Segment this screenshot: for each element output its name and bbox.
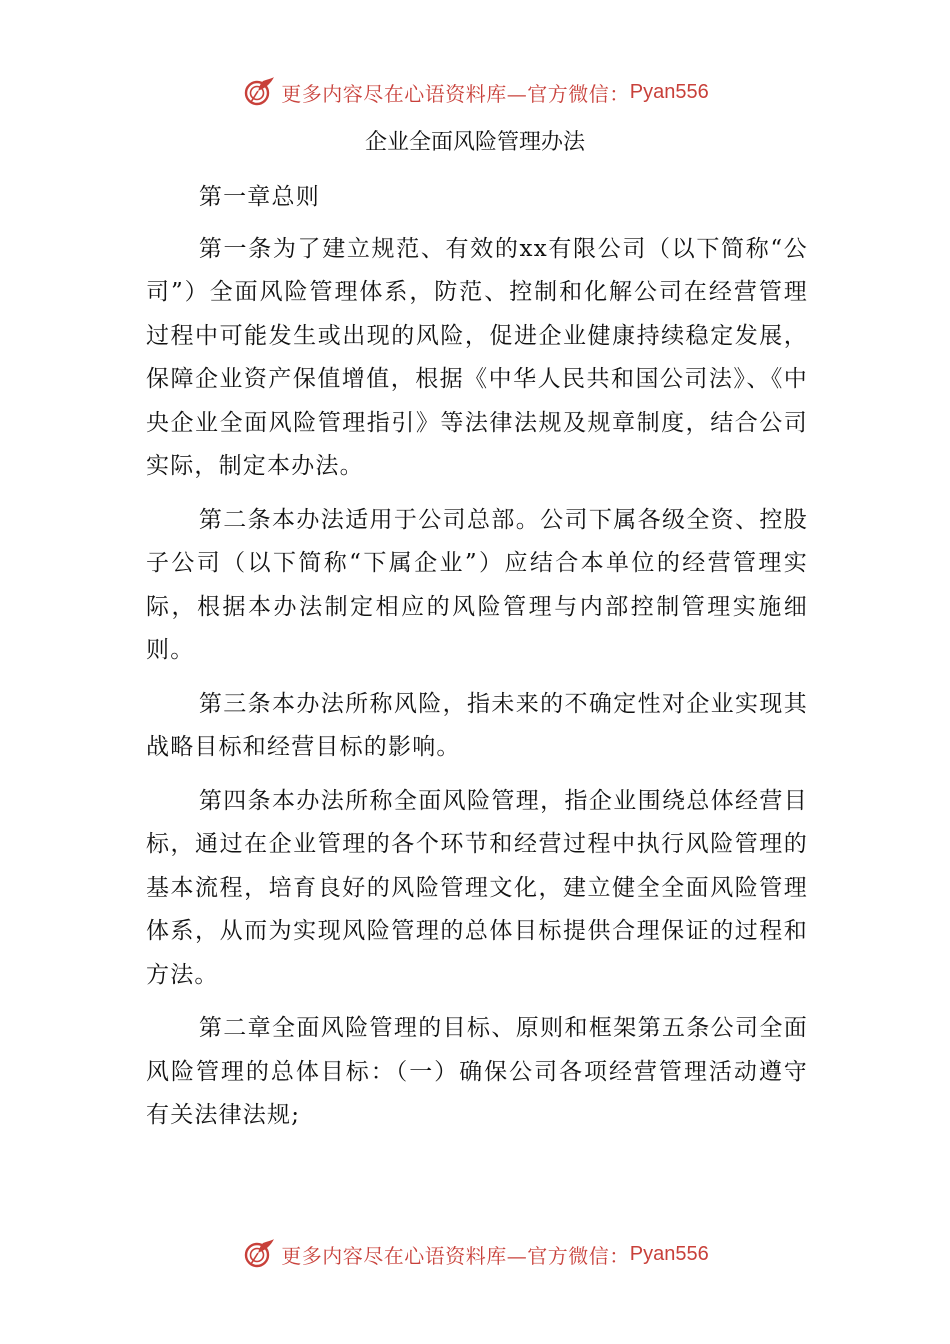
- banner-wechat-id: Pyan556: [629, 80, 709, 103]
- document-body: [146, 176, 808, 1148]
- footer-banner: [0, 1234, 950, 1274]
- article-paragraph: 第三条本办法所称风险，指未来的不确定性对企业实现其战略目标和经营目标的影响。: [146, 690, 808, 760]
- banner-wechat-id: Pyan556: [629, 1242, 709, 1265]
- banner-text: 更多内容尽在心语资料库—官方微信：: [281, 1243, 630, 1268]
- document-title: 企业全面风险管理办法: [364, 130, 585, 155]
- quill-logo-icon: [241, 1237, 275, 1271]
- quill-logo-icon: [241, 75, 275, 109]
- chapter-heading: 第一章总则: [198, 184, 320, 210]
- banner-text: 更多内容尽在心语资料库—官方微信：: [281, 81, 630, 106]
- header-banner: [0, 72, 950, 112]
- article-paragraph: 第四条本办法所称全面风险管理，指企业围绕总体经营目标，通过在企业管理的各个环节和经营过程中执行风险管理的基本流程，培育良好的风险管理文化，建立健全全面风险管理体系，从而为实现风险管理的总体目标提供合理保证的过程和方法。: [146, 787, 808, 988]
- article-paragraph: 第二章全面风险管理的目标、原则和框架第五条公司全面风险管理的总体目标：（一）确保公司各项经营管理活动遵守有关法律法规;: [146, 1015, 808, 1128]
- article-paragraph: 第二条本办法适用于公司总部。公司下属各级全资、控股子公司（以下简称“下属企业”）应结合本单位的经营管理实际，根据本办法制定相应的风险管理与内部控制管理实施细则。: [146, 506, 808, 663]
- article-paragraph: 第一条为了建立规范、有效的xx有限公司（以下简称“公司”）全面风险管理体系，防范、控制和化解公司在经营管理过程中可能发生或出现的风险，促进企业健康持续稳定发展，保障企业资产保值增值，根据《中华人民共和国公司法》、《中央企业全面风险管理指引》等法律法规及规章制度，结合公司实际，制定本办法。: [146, 235, 808, 479]
